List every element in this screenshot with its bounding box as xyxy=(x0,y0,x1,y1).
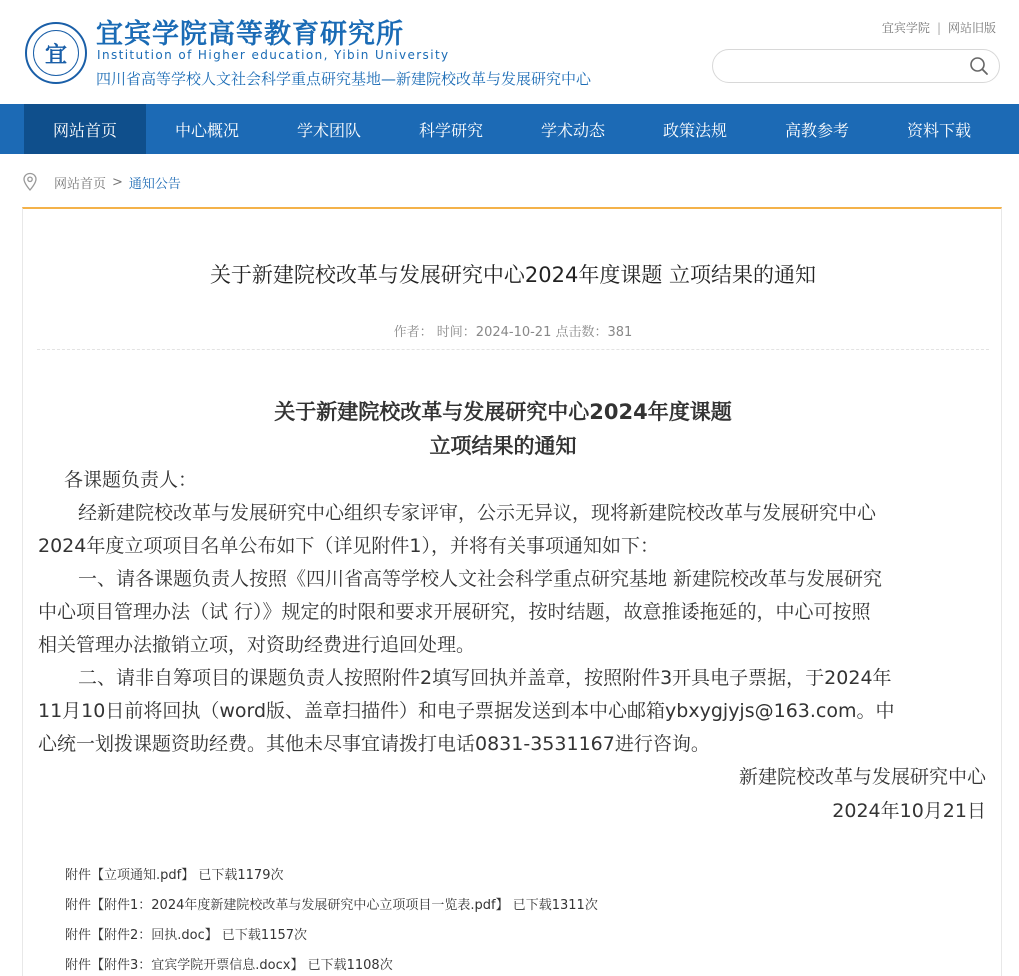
location-pin-icon xyxy=(22,172,38,192)
nav-center-overview[interactable]: 中心概况 xyxy=(174,120,239,140)
nav-policies[interactable]: 政策法规 xyxy=(662,120,727,140)
paragraph-1-line-2: 2024年度立项项目名单公布如下（详见附件1），并将有关事项通知如下： xyxy=(38,535,659,557)
attachment-prefix: 附件 xyxy=(65,868,92,883)
search-icon[interactable] xyxy=(969,56,989,76)
breadcrumb-home[interactable]: 网站首页 xyxy=(54,176,107,192)
attachment-prefix: 附件 xyxy=(65,928,92,943)
attachment-item xyxy=(65,864,283,883)
search-input[interactable] xyxy=(727,56,963,76)
signature-date: 2024年10月21日 xyxy=(832,800,986,822)
attachment-download-count: 已下载1311次 xyxy=(512,898,598,913)
attachment-prefix: 附件 xyxy=(65,958,92,973)
salutation: 各课题负责人： xyxy=(64,469,198,491)
nav-home[interactable]: 网站首页 xyxy=(24,104,146,154)
university-logo[interactable] xyxy=(25,22,87,84)
site-subtitle-english: Institution of Higher education, Yibin University xyxy=(97,48,450,62)
paragraph-1-line-1: 经新建院校改革与发展研究中心组织专家评审，公示无异议，现将新建院校改革与发展研究中心 xyxy=(78,502,877,524)
signature: 新建院校改革与发展研究中心 xyxy=(738,766,986,788)
paragraph-3-line-2: 11月10日前将回执（word版、盖章扫描件）和电子票据发送到本中心邮箱ybxygjyjs@163.com。中 xyxy=(38,700,895,722)
link-yibin-university[interactable]: 宜宾学院 xyxy=(881,21,930,35)
link-old-site[interactable]: 网站旧版 xyxy=(947,21,996,35)
article-meta: 作者： 时间：2024-10-21 点击数：381 xyxy=(393,325,633,340)
article-panel xyxy=(22,207,1002,976)
main-nav xyxy=(0,104,1019,154)
top-links xyxy=(882,19,996,36)
site-subtitle-chinese: 四川省高等学校人文社会科学重点研究基地—新建院校改革与发展研究中心 xyxy=(96,70,592,88)
attachment-item xyxy=(65,954,393,973)
breadcrumb xyxy=(22,171,181,193)
attachment-download-count: 已下载1108次 xyxy=(307,958,393,973)
doc-heading-line-2: 立项结果的通知 xyxy=(429,434,577,458)
nav-academic-news[interactable]: 学术动态 xyxy=(540,120,605,140)
attachment-download-count: 已下载1179次 xyxy=(198,868,284,883)
attachment-item xyxy=(65,924,307,943)
attachment-prefix: 附件 xyxy=(65,898,92,913)
paragraph-3-line-3: 心统一划拨课题资助经费。其他未尽事宜请拨打电话0831-3531167进行咨询。 xyxy=(38,733,710,755)
site-title[interactable]: 宜宾学院高等教育研究所 xyxy=(96,19,404,50)
paragraph-3-line-1: 二、请非自筹项目的课题负责人按照附件2填写回执并盖章，按照附件3开具电子票据，于2024年 xyxy=(78,667,892,689)
paragraph-2-line-3: 相关管理办法撤销立项，对资助经费进行追回处理。 xyxy=(38,634,476,656)
attachment-link[interactable]: 【附件3：宜宾学院开票信息.docx】 xyxy=(91,958,304,973)
nav-research[interactable]: 科学研究 xyxy=(418,120,483,140)
paragraph-2-line-1: 一、请各课题负责人按照《四川省高等学校人文社会科学重点研究基地 新建院校改革与发展研究 xyxy=(78,568,883,590)
breadcrumb-arrow: > xyxy=(112,174,123,190)
attachment-link[interactable]: 【附件1：2024年度新建院校改革与发展研究中心立项项目一览表.pdf】 xyxy=(91,898,509,913)
attachment-download-count: 已下载1157次 xyxy=(221,928,308,943)
article-divider xyxy=(37,349,989,350)
nav-downloads[interactable]: 资料下载 xyxy=(906,120,971,140)
attachment-item xyxy=(65,894,598,913)
top-links-separator: | xyxy=(936,21,941,35)
site-header xyxy=(0,0,1019,104)
attachment-link[interactable]: 【立项通知.pdf】 xyxy=(91,868,195,883)
nav-higher-ed-reference[interactable]: 高教参考 xyxy=(784,120,849,140)
attachment-link[interactable]: 【附件2：回执.doc】 xyxy=(91,928,218,943)
nav-academic-team[interactable]: 学术团队 xyxy=(296,120,361,140)
logo-emblem: 宜 xyxy=(33,30,79,76)
doc-heading-line-1: 关于新建院校改革与发展研究中心2024年度课题 xyxy=(274,400,732,424)
breadcrumb-current[interactable]: 通知公告 xyxy=(128,176,181,192)
article-title: 关于新建院校改革与发展研究中心2024年度课题 立项结果的通知 xyxy=(209,263,817,287)
paragraph-2-line-2: 中心项目管理办法（试 行）》规定的时限和要求开展研究，按时结题，故意推诿拖延的，中心可按照 xyxy=(38,601,871,623)
search-box xyxy=(712,49,1000,83)
